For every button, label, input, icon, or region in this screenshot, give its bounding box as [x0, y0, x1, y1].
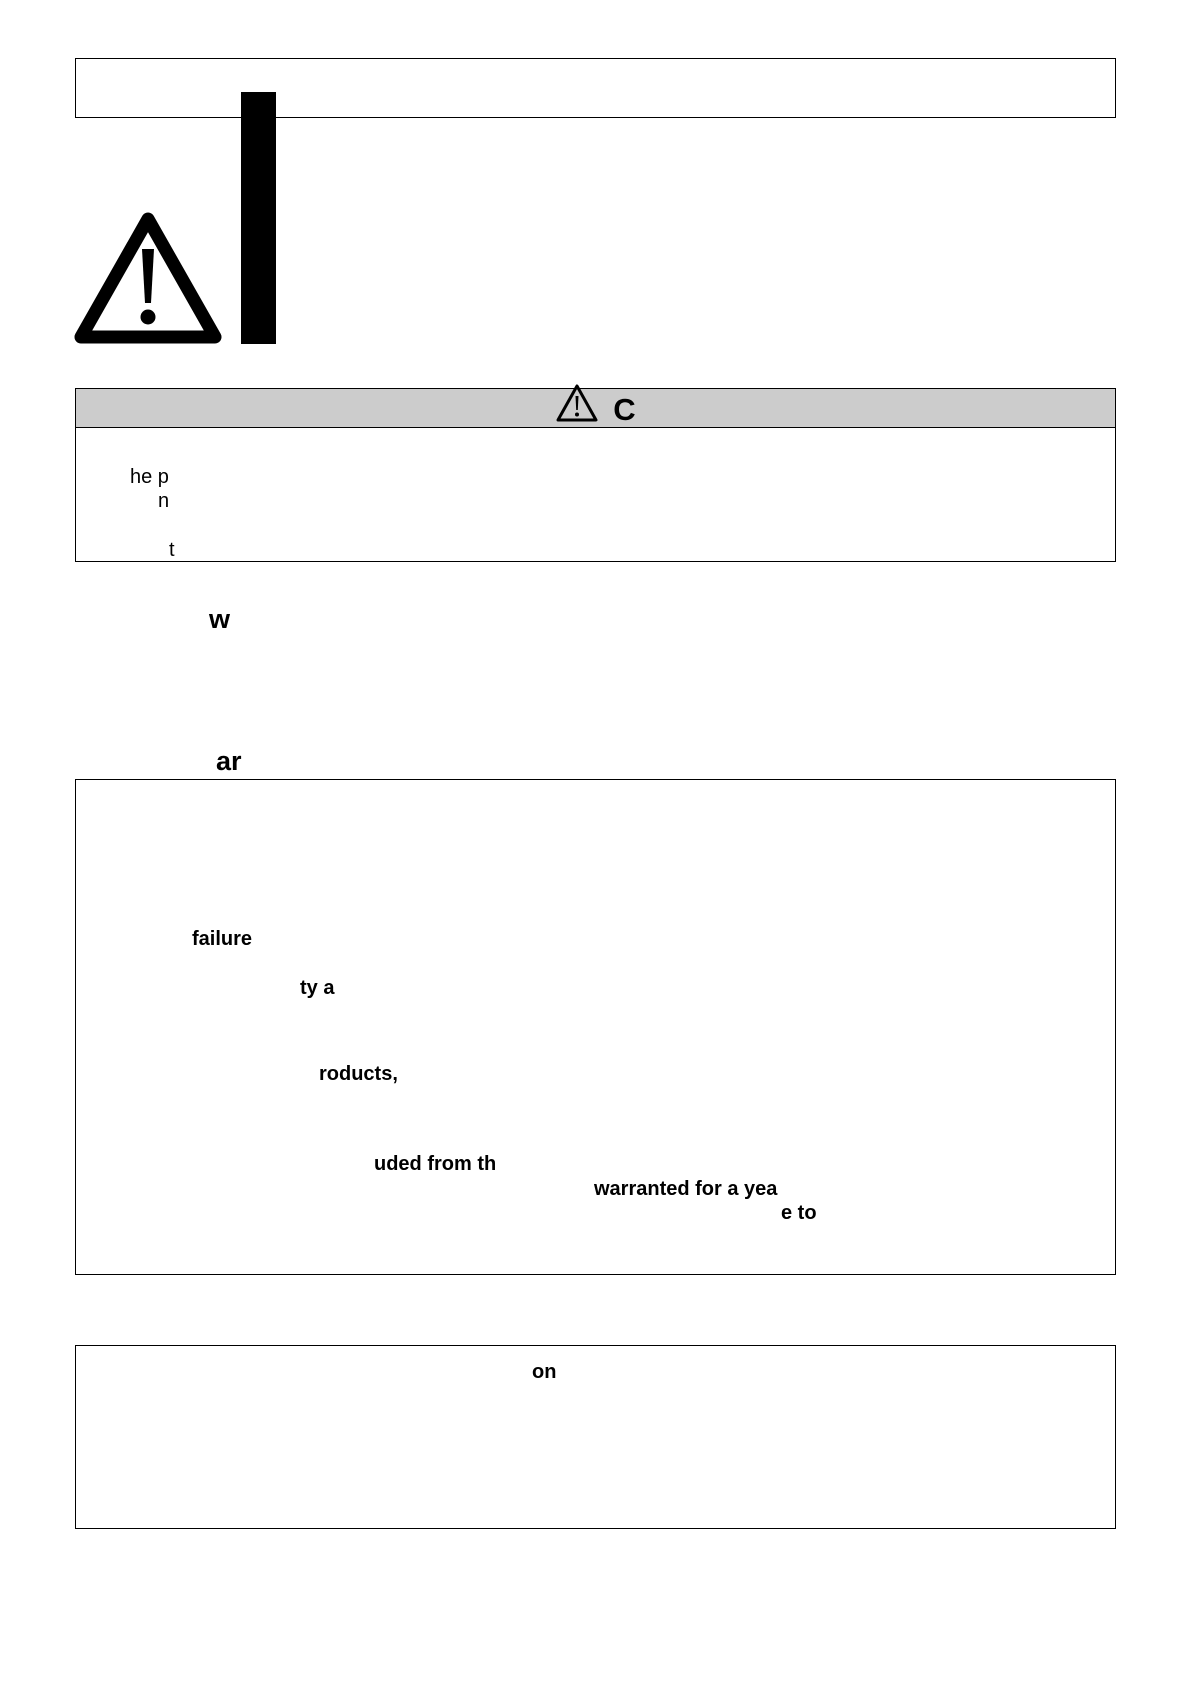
warranty-text-2: ty a — [300, 977, 335, 999]
caution-heading-text: C — [613, 392, 636, 427]
vertical-bar — [241, 92, 276, 344]
warranty-text-4: uded from th — [374, 1153, 497, 1175]
info-box — [75, 1345, 1116, 1529]
warranty-text-1: failure — [192, 928, 253, 950]
header-box — [75, 58, 1116, 118]
caution-triangle-icon — [555, 383, 599, 423]
caution-text-line-1: he p — [130, 466, 169, 488]
warranty-box — [75, 779, 1116, 1275]
warning-triangle-icon — [73, 211, 223, 344]
info-box-text: on — [532, 1361, 557, 1383]
caution-box — [75, 388, 1116, 562]
warranty-text-3: roducts, — [319, 1063, 398, 1085]
section-heading-w: w — [209, 604, 231, 634]
warranty-heading: ar — [216, 746, 242, 776]
caution-text-line-2: n — [158, 490, 170, 512]
caution-heading — [76, 389, 1115, 427]
warranty-text-6: e to — [781, 1202, 817, 1224]
caution-text-line-3: t — [169, 539, 175, 561]
warranty-text-5: warranted for a yea — [594, 1178, 778, 1200]
